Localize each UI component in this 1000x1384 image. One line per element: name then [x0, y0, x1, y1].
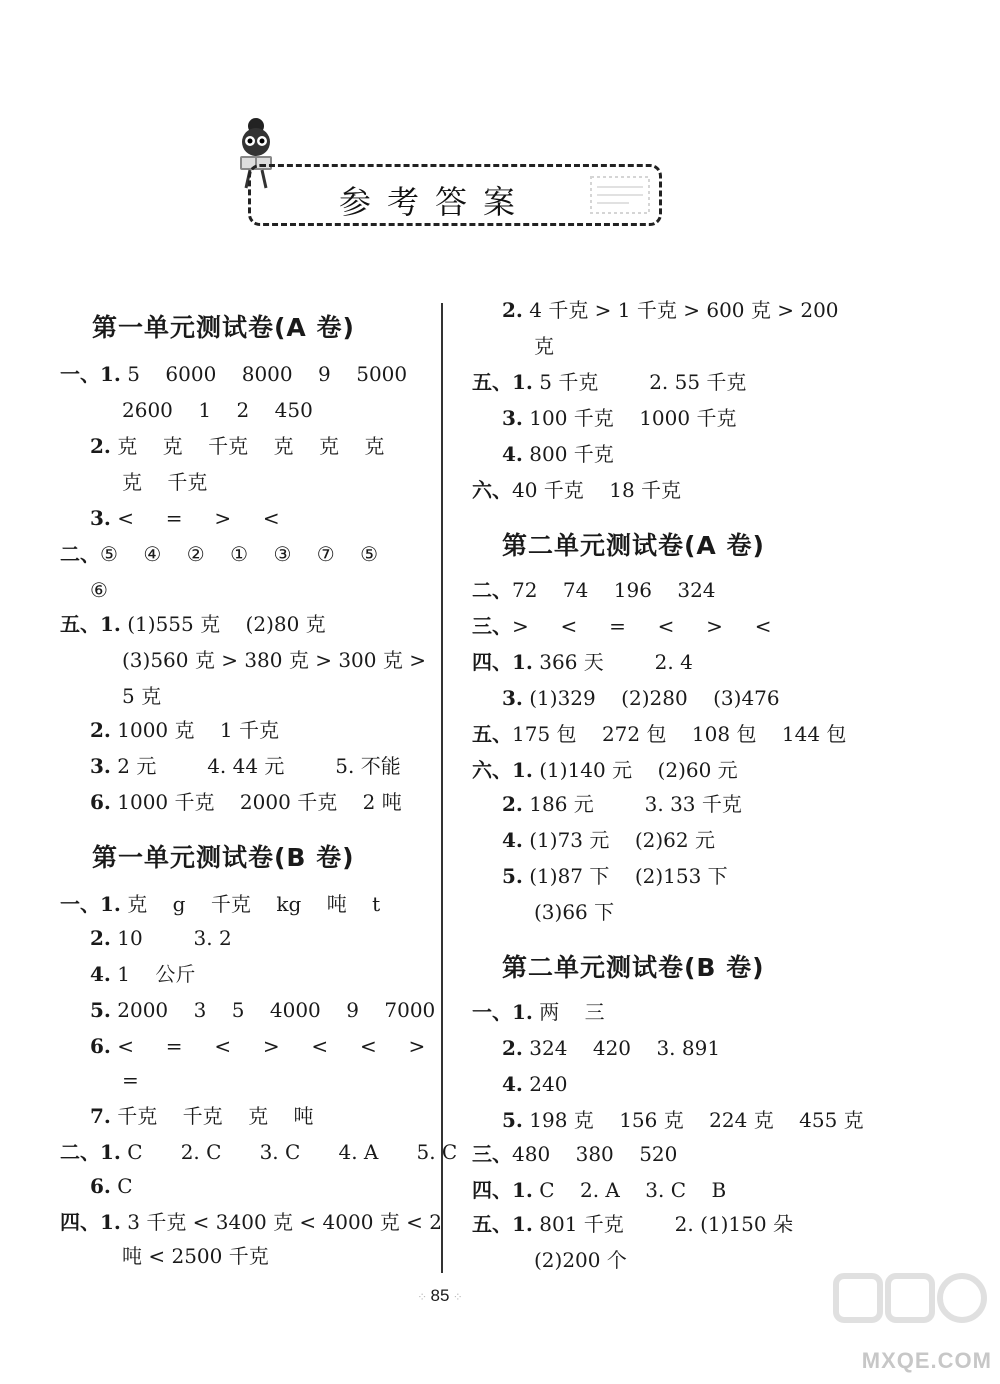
watermark-text: MXQE.COM [861, 1348, 992, 1373]
answer-text: (1)87 下 (2)153 下 [522, 864, 728, 888]
answer-text: (3)560 克 > 380 克 > 300 克 > [122, 648, 426, 672]
answer-text: (1)73 元 (2)62 元 [522, 828, 715, 852]
answer-line [472, 1210, 793, 1238]
answer-text: = [122, 1068, 139, 1092]
answer-text: ⑤ ④ ② ① ③ ⑦ ⑤ [100, 542, 379, 566]
answer-line [60, 1208, 442, 1236]
answer-line [472, 1140, 677, 1168]
answer-text: (1)555 克 (2)80 克 [120, 612, 326, 636]
answer-text: 2000 3 5 4000 9 7000 [110, 998, 436, 1022]
answer-line [122, 646, 426, 674]
item-number: 三、 [472, 1142, 512, 1166]
item-number: 5. [502, 864, 523, 888]
answer-text: 366 天 2. 4 [532, 650, 693, 674]
answer-line [90, 576, 108, 604]
item-number: 2. [502, 792, 523, 816]
answer-text: C 2. C 3. C 4. A 5. C [120, 1140, 458, 1164]
answer-line [90, 1032, 425, 1060]
answer-line [60, 1138, 457, 1166]
item-number: 4. [502, 1072, 523, 1096]
section-heading: 第二单元测试卷(A 卷) [502, 531, 765, 560]
item-number: 2. [90, 434, 111, 458]
answer-line [502, 826, 715, 854]
answer-line [472, 998, 605, 1026]
answer-line [502, 862, 728, 890]
answer-line [90, 432, 384, 460]
answer-text: (2)200 个 [534, 1248, 627, 1272]
answer-line [60, 360, 407, 388]
answer-line [122, 468, 207, 496]
answer-text: 5 克 [122, 684, 162, 708]
answer-text: 2600 1 2 450 [122, 398, 313, 422]
answer-line [90, 1172, 133, 1200]
answer-text: 800 千克 [522, 442, 614, 466]
item-number: 3. [502, 686, 523, 710]
answer-text: 5 千克 2. 55 千克 [532, 370, 747, 394]
item-number: 2. [502, 1036, 523, 1060]
answer-line [502, 1106, 864, 1134]
answer-line [90, 960, 195, 988]
answer-text: 1000 克 1 千克 [110, 718, 280, 742]
answer-line [60, 540, 378, 568]
answer-line [472, 1176, 726, 1204]
section-heading: 第一单元测试卷(A 卷) [92, 313, 355, 342]
item-number: 一、1. [60, 362, 121, 386]
item-number: 6. [90, 1034, 111, 1058]
answer-line [122, 1242, 269, 1270]
answer-text: 克 克 千克 克 克 克 [110, 434, 385, 458]
answer-line [122, 682, 161, 710]
answer-line [472, 576, 716, 604]
answer-text: > < = < > < [512, 614, 772, 638]
item-number: 二、 [60, 542, 100, 566]
answer-line [122, 396, 313, 424]
answer-text: 100 千克 1000 千克 [522, 406, 737, 430]
item-number: 一、1. [60, 892, 121, 916]
item-number: 5. [90, 998, 111, 1022]
item-number: 3. [90, 754, 111, 778]
item-number: 6. [90, 1174, 111, 1198]
item-number: 五、1. [60, 612, 121, 636]
section-heading: 第二单元测试卷(B 卷) [502, 953, 765, 982]
answer-line [90, 1102, 314, 1130]
answer-text: 175 包 272 包 108 包 144 包 [512, 722, 847, 746]
answer-line [472, 720, 846, 748]
answer-text: C 2. A 3. C B [532, 1178, 727, 1202]
answer-line [502, 1034, 720, 1062]
answer-text: (1)329 (2)280 (3)476 [522, 686, 780, 710]
page-title: 参考答案 [338, 183, 531, 221]
item-number: 六、 [472, 478, 512, 502]
item-number: 一、1. [472, 1000, 533, 1024]
answer-line [472, 476, 681, 504]
answer-line [502, 296, 839, 324]
answer-line [60, 610, 326, 638]
item-number: 四、1. [472, 650, 533, 674]
item-number: 四、1. [60, 1210, 121, 1234]
answer-line [90, 996, 435, 1024]
answer-line [534, 1246, 627, 1274]
item-number: 2. [90, 926, 111, 950]
answer-text: 3 千克 < 3400 克 < 4000 克 < 2 [120, 1210, 442, 1234]
answer-text: 1 公斤 [110, 962, 196, 986]
item-number: 4. [502, 828, 523, 852]
item-number: 6. [90, 790, 111, 814]
answer-line [472, 648, 693, 676]
answer-text: (1)140 元 (2)60 元 [532, 758, 738, 782]
answer-text: 2 元 4. 44 元 5. 不能 [110, 754, 401, 778]
answer-text: 吨 < 2500 千克 [122, 1244, 269, 1268]
item-number: 4. [90, 962, 111, 986]
answer-text: 10 3. 2 [110, 926, 232, 950]
answer-text: 1000 千克 2000 千克 2 吨 [110, 790, 402, 814]
answer-line [502, 404, 736, 432]
answer-text: < = < > < < > [110, 1034, 426, 1058]
answer-line [90, 716, 279, 744]
answer-line [472, 756, 738, 784]
item-number: 2. [90, 718, 111, 742]
answer-text: 5 6000 8000 9 5000 [120, 362, 408, 386]
item-number: 五、1. [472, 370, 533, 394]
item-number: 3. [90, 506, 111, 530]
page-number: ⁘ 85 ⁘ [417, 1286, 463, 1305]
stamp-decoration-icon [589, 175, 651, 215]
answer-line [60, 890, 380, 918]
answer-line [90, 504, 280, 532]
answer-text: 克 [534, 334, 554, 358]
answer-text: (3)66 下 [534, 900, 615, 924]
answer-text: 两 三 [532, 1000, 605, 1024]
answer-line [90, 924, 232, 952]
item-number: 三、 [472, 614, 512, 638]
answer-text: < = > < [110, 506, 280, 530]
answer-text: 千克 千克 克 吨 [110, 1104, 314, 1128]
answer-text: 240 [522, 1072, 568, 1096]
answer-text: 198 克 156 克 224 克 455 克 [522, 1108, 864, 1132]
item-number: 四、1. [472, 1178, 533, 1202]
answer-text: 801 千克 2. (1)150 朵 [532, 1212, 793, 1236]
answer-line [472, 368, 746, 396]
page-number-text: 85 [430, 1286, 450, 1305]
item-number: 五、1. [472, 1212, 533, 1236]
answer-text: 40 千克 18 千克 [512, 478, 682, 502]
answer-text: ⑥ [90, 578, 108, 602]
item-number: 4. [502, 442, 523, 466]
answer-line [502, 684, 780, 712]
answer-line [122, 1066, 139, 1094]
answer-text: 324 420 3. 891 [522, 1036, 721, 1060]
answer-line [502, 1070, 567, 1098]
item-number: 五、 [472, 722, 512, 746]
answer-text: 480 380 520 [512, 1142, 678, 1166]
answer-line [502, 440, 614, 468]
answer-line [90, 788, 402, 816]
item-number: 5. [502, 1108, 523, 1132]
section-heading: 第一单元测试卷(B 卷) [92, 843, 355, 872]
item-number: 二、1. [60, 1140, 121, 1164]
answer-text: 克 g 千克 kg 吨 t [120, 892, 381, 916]
column-divider [441, 303, 443, 1273]
answer-text: 克 千克 [122, 470, 208, 494]
item-number: 3. [502, 406, 523, 430]
answer-line [534, 332, 554, 360]
item-number: 二、 [472, 578, 512, 602]
title-box [248, 164, 662, 226]
answer-line [90, 752, 401, 780]
answer-line [534, 898, 614, 926]
answer-text: 72 74 196 324 [512, 578, 716, 602]
item-number: 2. [502, 298, 523, 322]
answer-text: C [110, 1174, 133, 1198]
answer-text: 4 千克 > 1 千克 > 600 克 > 200 [522, 298, 839, 322]
answer-text: 186 元 3. 33 千克 [522, 792, 742, 816]
item-number: 六、1. [472, 758, 533, 782]
item-number: 7. [90, 1104, 111, 1128]
answer-line [472, 612, 771, 640]
answer-line [502, 790, 742, 818]
